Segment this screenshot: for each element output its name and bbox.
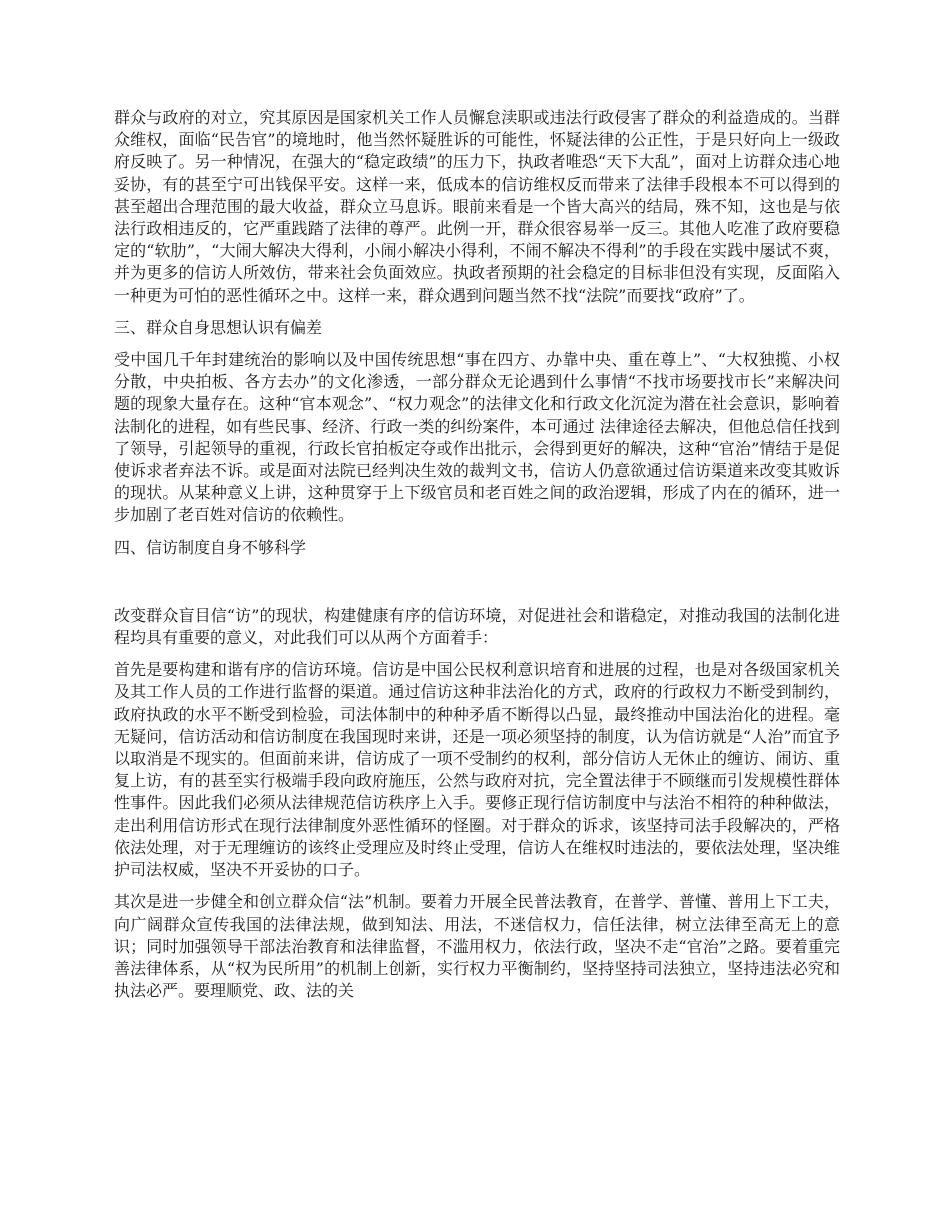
paragraph-body-1: 群众与政府的对立，究其原因是国家机关工作人员懈怠渎职或违法行政侵害了群众的利益造成的。当群众维权，面临“民告官”的境地时，他当然怀疑胜诉的可能性，怀疑法律的公正性，于是只好向上一级政府反映了。另一种情况，在强大的“稳定政绩”的压力下，执政者唯恐“天下大乱”，面对上访群众违心地妥协，有的甚至宁可出钱保平安。这样一来，低成本的信访维权反而带来了法律手段根本不可以得到的甚至超出合理范围的最大收益，群众立马息诉。眼前来看是一个皆大高兴的结局，殊不知，这也是与依法行政相违反的，它严重践踏了法律的尊严。此例一开，群众很容易举一反三。其他人吃准了政府要稳定的“软肋”，“大闹大解决大得利，小闹小解决小得利，不闹不解决不得利”的手段在实践中屡试不爽，并为更多的信访人所效仿，带来社会负面效应。执政者预期的社会稳定的目标非但没有实现，反面陷入一种更为可怕的恶性循环之中。这样一来，群众遇到问题当然不找“法院”而要找“政府”了。 [114,108,840,305]
paragraph-body-4: 首先是要构建和谐有序的信访环境。信访是中国公民权利意识培育和进展的过程，也是对各级国家机关及其工作人员的工作进行监督的渠道。通过信访这种非法治化的方式，政府的行政权力不断受到制约，政府执政的水平不断受到检验，司法体制中的种种矛盾不断得以凸显，最终推动中国法治化的进程。毫无疑问，信访活动和信访制度在我国现时来讲，还是一项必须坚持的制度，认为信访就是“人治”而宜予以取消是不现实的。但面前来讲，信访成了一项不受制约的权利，部分信访人无休止的缠访、闹访、重复上访，有的甚至实行极端手段向政府施压，公然与政府对抗，完全置法律于不顾继而引发规模性群体性事件。因此我们必须从法律规范信访秩序上入手。要修正现行信访制度中与法治不相符的种种做法，走出利用信访形式在现行法律制度外恶性循环的怪圈。对于群众的诉求，该坚持司法手段解决的，严格依法处理，对于无理缠访的该终止受理应及时终止受理，信访人在维权时违法的，要依法处理，坚决维护司法权威，坚决不开妥协的口子。 [114,660,840,880]
blank-gap [114,569,840,605]
document-page [114,107,840,1012]
paragraph-body-3: 改变群众盲目信“访”的现状，构建健康有序的信访环境，对促进社会和谐稳定，对推动我国的法制化进程均具有重要的意义，对此我们可以从两个方面着手： [114,605,840,648]
section-heading-4: 四、信访制度自身不够科学 [114,537,307,557]
section-heading-3: 三、群众自身思想认识有偏差 [114,317,323,337]
paragraph-body-2: 受中国几千年封建统治的影响以及中国传统思想“事在四方、办靠中央、重在尊上”、“大权独揽、小权分散，中央拍板、各方去办”的文化渗透，一部分群众无论遇到什么事情“不找市场要找市长”来解决问题的现象大量存在。这种“官本观念”、“权力观念”的法律文化和行政文化沉淀为潜在社会意识，影响着法制化的进程，如有些民事、经济、行政一类的纠纷案件，本可通过 法律途径去解决，但他总信任找到了领导，引起领导的重视，行政长官拍板定夺或作出批示，会得到更好的解决，这种“官治”情结于是促使诉求者弃法不诉。或是面对法院已经判决生效的裁判文书，信访人仍意欲通过信访渠道来改变其败诉的现状。从某种意义上讲，这种贯穿于上下级官员和老百姓之间的政治逻辑，形成了内在的循环，进一步加剧了老百姓对信访的依赖性。 [114,350,840,525]
paragraph-body-5: 其次是进一步健全和创立群众信“法”机制。要着力开展全民普法教育，在普学、普懂、普用上下工夫，向广阔群众宣传我国的法律法规，做到知法、用法，不迷信权力，信任法律，树立法律至高无上的意识；同时加强领导干部法治教育和法律监督，不滥用权力，依法行政，坚决不走“官治”之路。要着重完善法律体系，从“权为民所用”的机制上创新，实行权力平衡制约，坚持坚持司法独立，坚持违法必究和执法必严。要理顺党、政、法的关 [114,892,840,1001]
